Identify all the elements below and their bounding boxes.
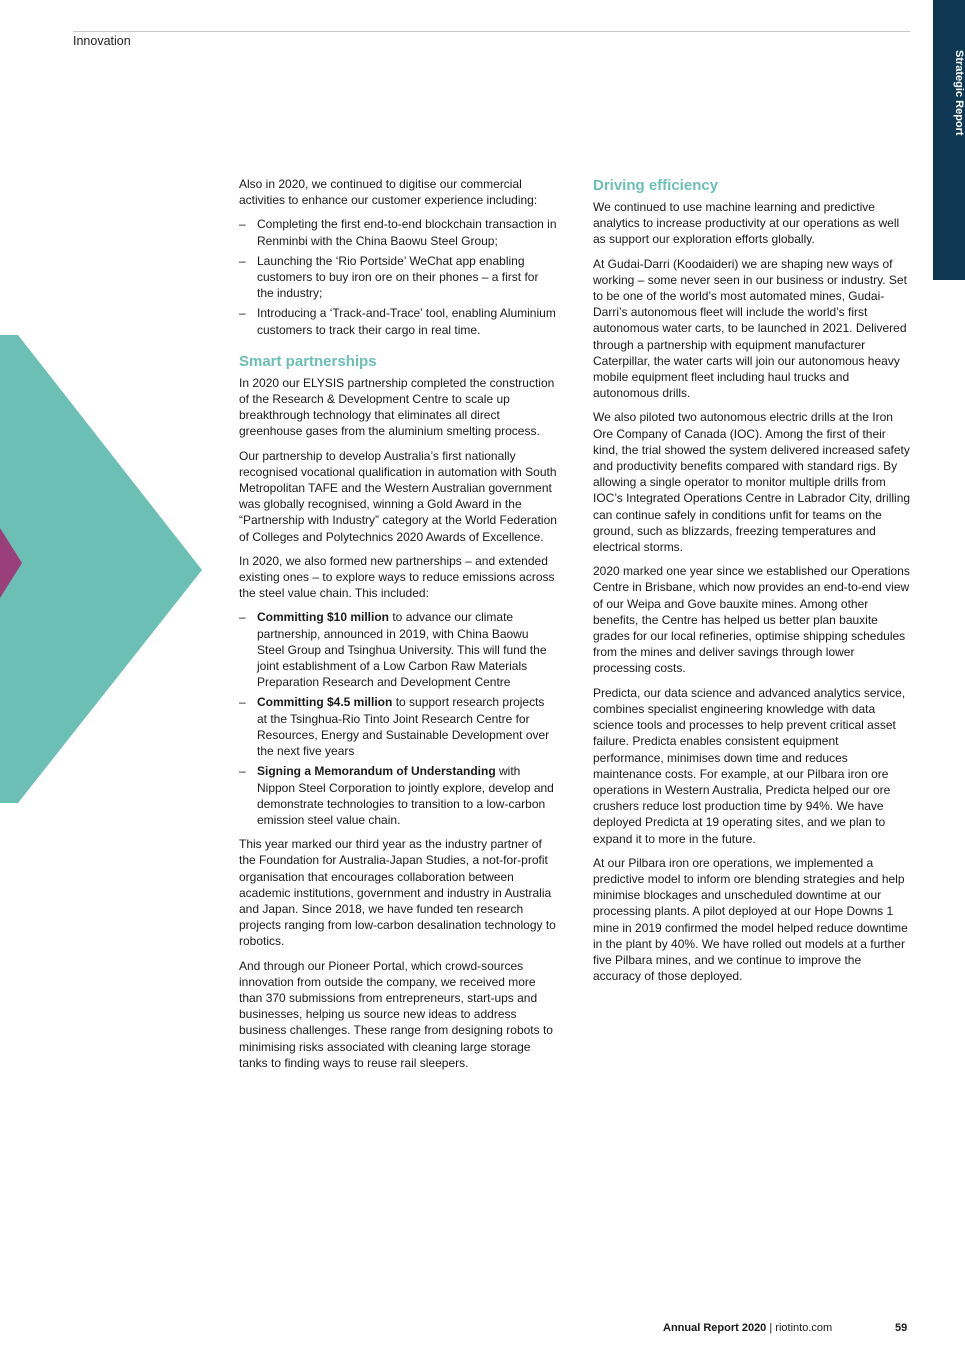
dash-bullet: – xyxy=(239,253,246,268)
left-column xyxy=(239,176,557,1079)
paragraph: Predicta, our data science and advanced analytics service, combines specialist engineering knowledge with data science tools and processes to help prevent critical asset failure. Predicta enables consistent equipment performance, minimises down time and reduces maintenance costs. For example, at our Pilbara iron ore operations in Western Australia, Predicta helped our ore crushers reduce lost production time by 94%. We have deployed Predicta at 19 operating sites, and we plan to expand it to more in the future. xyxy=(593,685,906,846)
footer-report-title: Annual Report 2020 xyxy=(663,1322,767,1334)
footer-website: riotinto.com xyxy=(775,1322,833,1334)
list-item: – Completing the first end-to-end blockchain transaction in Renminbi with the China Baowu Steel Group; xyxy=(239,217,557,248)
right-column xyxy=(593,176,911,992)
header-rule xyxy=(73,31,910,32)
partnerships-list xyxy=(239,609,557,828)
page-number: 59 xyxy=(895,1322,908,1334)
list-item: – Signing a Memorandum of Understanding with Nippon Steel Corporation to jointly explore, develop and demonstrate technologies to transition to a low-carbon emission steel value chain. xyxy=(239,764,554,827)
dash-bullet: – xyxy=(239,217,246,232)
footer-report-info xyxy=(663,1322,832,1334)
list-item: – Launching the ‘Rio Portside’ WeChat app enabling customers to buy iron ore on their phones – a first for the industry; xyxy=(239,253,539,301)
list-item: – Introducing a ‘Track-and-Trace’ tool, enabling Aluminium customers to track their cargo in real time. xyxy=(239,306,556,337)
footer-separator: | xyxy=(766,1322,776,1334)
dash-bullet: – xyxy=(239,764,246,779)
paragraph: Our partnership to develop Australia’s first nationally recognised vocational qualification in automation with South Metropolitan TAFE and the Western Australian government was globally recognised, winning a Gold Award in the “Partnership with Industry” category at the World Federation of Colleges and Polytechnics 2020 Awards of Excellence. xyxy=(239,448,557,544)
paragraph: We continued to use machine learning and predictive analytics to increase productivity at our operations as well as support our exploration efforts globally. xyxy=(593,200,900,247)
teal-chevron-shape xyxy=(0,335,202,803)
section-label: Innovation xyxy=(73,34,131,48)
list-item: – Committing $10 million to advance our climate partnership, announced in 2019, with China Baowu Steel Group and Tsinghua University. This will fund the joint establishment of a Low Carbon Raw Materials Preparation Research and Development Centre xyxy=(239,610,547,690)
paragraph: And through our Pioneer Portal, which crowd-sources innovation from outside the company, we received more than 370 submissions from entrepreneurs, start-ups and businesses, helping us source new ideas to address business challenges. These range from designing robots to minimising risks associated with cleaning large storage tanks to finding ways to reuse rail sleepers. xyxy=(239,958,553,1070)
side-tab-label: Strategic Report xyxy=(953,50,965,136)
dash-bullet: – xyxy=(239,695,246,710)
driving-efficiency-heading: Driving efficiency xyxy=(593,177,719,194)
paragraph: 2020 marked one year since we established our Operations Centre in Brisbane, which now provides an end-to-end view of our Weipa and Gove bauxite mines. Among other benefits, the Centre has helped us better plan bauxite grades for our local refineries, optimise shipping schedules from the mines and deliver savings through lower processing costs. xyxy=(593,564,910,676)
paragraph: This year marked our third year as the industry partner of the Foundation for Australia-Japan Studies, a not-for-profit organisation that encourages collaboration between academic institutions, government and industry in Australia and Japan. Since 2018, we have funded ten research projects ranging from low-carbon desalination technology to robotics. xyxy=(239,837,556,949)
dash-bullet: – xyxy=(239,306,246,321)
digital-initiatives-list xyxy=(239,216,557,337)
paragraph: At Gudai-Darri (Koodaideri) we are shaping new ways of working – some never seen in our business or industry. Set to be one of the world’s most automated mines, Gudai-Darri’s autonomous fleet will include the world’s first autonomous water carts, to be launched in 2021. Delivered through a partnership with equipment manufacturer Caterpillar, the water carts will join our autonomous heavy mobile equipment fleet including haul trucks and autonomous drills. xyxy=(593,256,907,401)
smart-partnerships-heading: Smart partnerships xyxy=(239,352,377,370)
paragraph: In 2020, we also formed new partnerships – and extended existing ones – to explore ways to reduce emissions across the steel value chain. This included: xyxy=(239,553,555,601)
paragraph: In 2020 our ELYSIS partnership completed the construction of the Research & Development Centre to scale up breakthrough technology that eliminates all direct greenhouse gases from the aluminium smelting process. xyxy=(239,375,555,439)
paragraph: At our Pilbara iron ore operations, we implemented a predictive model to inform ore blending strategies and help minimise blockages and unscheduled downtime at our processing plants. A pilot deployed at our Hope Downs 1 mine in 2019 confirmed the model helped reduce downtime in the plant by 40%. We have rolled out models at a further five Pilbara mines, and we continue to improve the accuracy of those deployed. xyxy=(593,855,908,984)
list-item: – Committing $4.5 million to support research projects at the Tsinghua-Rio Tinto Joint Research Centre for Resources, Energy and Sustainable Development over the next five years xyxy=(239,695,550,759)
decorative-chevron-graphic xyxy=(0,335,205,805)
dash-bullet: – xyxy=(239,610,246,625)
intro-paragraph: Also in 2020, we continued to digitise our commercial activities to enhance our customer experience including: xyxy=(239,177,538,208)
paragraph: We also piloted two autonomous electric drills at the Iron Ore Company of Canada (IOC). Among the first of their kind, the trial showed the system delivered increased safety and productivity benefits compared with standard rigs. By allowing a single operator to monitor multiple drills from IOC’s Integrated Operations Centre in Labrador City, drilling can continue safely in conditions unfit for teams on the ground, such as blizzards, freezing temperatures and electrical storms. xyxy=(593,410,911,555)
